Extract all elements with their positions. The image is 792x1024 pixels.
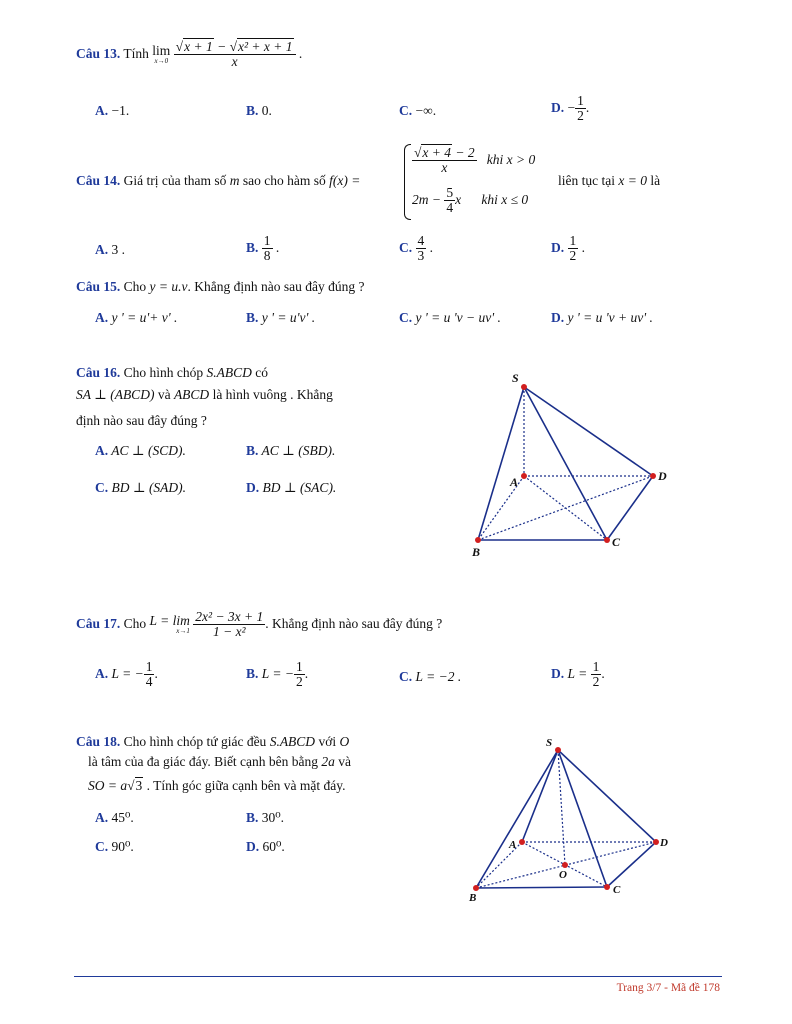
q16-label: Câu 16. <box>76 365 121 380</box>
frac-den: 4 <box>145 674 153 690</box>
point-s <box>521 384 527 390</box>
q15-option-b[interactable] <box>246 310 315 326</box>
q14-case2-post: x <box>455 191 462 207</box>
option-label: C. <box>399 239 413 255</box>
point-s <box>555 747 561 753</box>
q14-case2-pre: 2m − <box>412 191 441 207</box>
option-value: y ' = u 'v − uv' . <box>415 310 501 325</box>
point-b <box>475 537 481 543</box>
q14-case1-den: x <box>441 160 448 176</box>
option-fraction <box>416 234 427 263</box>
option-value: y ' = u 'v + uv' . <box>567 310 653 325</box>
option-fraction <box>568 234 579 263</box>
q16-option-b[interactable] <box>246 443 335 459</box>
option-label: B. <box>246 239 259 255</box>
option-pre: L = <box>567 665 588 681</box>
q16-line2c: ABCD <box>173 387 210 402</box>
q13-lim-sub: x→0 <box>154 56 169 65</box>
point-d <box>653 839 659 845</box>
q18-label: Câu 18. <box>76 734 121 749</box>
edge-sb <box>478 387 524 540</box>
q17-label: Câu 17. <box>76 615 121 631</box>
q13-lim: lim x→0 <box>152 43 171 65</box>
frac-den: 8 <box>263 248 271 264</box>
option-prefix: − <box>567 99 576 115</box>
option-label: B. <box>246 103 259 118</box>
option-label: C. <box>399 310 413 325</box>
option-value: BD ⊥ (SAC). <box>262 480 337 495</box>
page-footer: Trang 3/7 - Mã đề 178 <box>616 982 720 994</box>
q14-case1-num: x + 4 <box>422 145 452 160</box>
option-label: B. <box>246 810 259 825</box>
q14-case2 <box>412 186 528 215</box>
option-value: 3 . <box>111 242 125 257</box>
frac-num: 1 <box>592 659 600 674</box>
q14-case2-cond: khi x ≤ 0 <box>481 191 529 207</box>
q16-pyramid-figure <box>460 365 680 565</box>
q17-stem <box>76 610 442 639</box>
option-label: D. <box>246 839 260 854</box>
option-label: B. <box>246 665 259 681</box>
footer-divider <box>74 976 722 977</box>
q18-pyramid-figure <box>460 735 680 910</box>
q18-line3-text: . Tính góc giữa cạnh bên và mặt đáy. <box>146 778 346 793</box>
q14-case1-num-tail: − 2 <box>455 145 475 160</box>
q16-line2a: SA ⊥ (ABCD) <box>76 387 155 402</box>
frac-num: 1 <box>145 659 153 674</box>
q13-option-d[interactable]: D. − $\frac{1}{2}$ . <box>551 93 590 124</box>
q14-option-a[interactable] <box>95 242 125 258</box>
label-d: D <box>660 837 668 849</box>
frac-den: 2 <box>592 674 600 690</box>
option-label: B. <box>246 310 259 325</box>
option-value: −∞. <box>415 103 437 118</box>
option-fraction <box>144 660 155 689</box>
q13-stem: Câu 13. Tính lim x→0 $\frac{\text{√x + 1 − √x² + x + 1}}{x}$ . <box>76 39 303 70</box>
q18-option-c[interactable] <box>95 839 134 855</box>
label-b: B <box>469 892 477 904</box>
point-a <box>519 839 525 845</box>
label-a: A <box>509 839 517 851</box>
label-d: D <box>658 469 667 483</box>
q18-line2b: và <box>338 754 352 769</box>
option-label: A. <box>95 103 109 118</box>
option-fraction <box>262 234 273 263</box>
option-pre: L = − <box>261 665 294 681</box>
q13-option-c[interactable] <box>399 103 436 119</box>
q14-piecewise-brace <box>404 144 411 220</box>
frac-num: 1 <box>296 659 303 674</box>
point-c <box>604 537 610 543</box>
q15-text2: . Khẳng định nào sau đây đúng ? <box>187 279 365 294</box>
point-d <box>650 473 656 479</box>
edge-sd <box>558 750 656 842</box>
q14-case2-frac <box>444 186 455 215</box>
frac-den: 2 <box>296 674 303 690</box>
option-label: D. <box>246 480 260 495</box>
edge-sb <box>476 750 558 888</box>
q14-case1-frac: $\frac{√x + 4 - 2}{x}$ <box>414 145 475 176</box>
q18-pyramid: S.ABCD <box>269 734 316 749</box>
point-b <box>473 885 479 891</box>
option-label: D. <box>551 665 565 681</box>
edge-sc <box>524 387 607 540</box>
q17-text2: . Khẳng định nào sau đây đúng ? <box>265 615 443 631</box>
edge-bc <box>476 887 607 888</box>
q17-option-d[interactable]: D. L = $\frac{1}{2}$ . <box>551 659 605 690</box>
frac-den: 3 <box>417 248 425 264</box>
q18-line1b: với <box>318 734 337 749</box>
label-o: O <box>559 869 567 881</box>
label-s: S <box>546 737 553 749</box>
frac-num: 1 <box>577 93 584 108</box>
q16-line3: định nào sau đây đúng ? <box>76 413 207 428</box>
q18-so-rad: 3 <box>135 778 143 793</box>
q18-line2-text: là tâm của đa giác đáy. Biết cạnh bên bằng <box>88 754 319 769</box>
option-label: C. <box>95 839 109 854</box>
option-value: L = −2 . <box>415 669 462 684</box>
q14-param: m <box>229 173 240 188</box>
q14-text2: sao cho hàm số <box>242 173 326 188</box>
q15-option-d[interactable] <box>551 310 653 326</box>
label-c: C <box>613 884 621 896</box>
q17-option-a[interactable]: A. L = − $\frac{1}{4}$ . <box>95 659 158 690</box>
q18-line3: SO = a√3 . Tính góc giữa cạnh bên và mặt đáy. <box>88 778 346 793</box>
q16-option-c[interactable] <box>95 480 186 496</box>
q18-center: O <box>339 734 350 749</box>
q14-option-d[interactable]: D. $\frac{1}{2}$ . <box>551 233 585 264</box>
q16-line2 <box>76 387 333 403</box>
q14-label: Câu 14. <box>76 173 121 188</box>
q13-label: Câu 13. <box>76 45 121 61</box>
q18-edge: 2a <box>321 754 335 769</box>
frac-num: 1 <box>569 233 577 248</box>
q17-option-b[interactable]: B. L = − $\frac{1}{2}$ . <box>246 659 309 690</box>
point-a <box>521 473 527 479</box>
q13-den: x <box>231 54 238 70</box>
q18-option-a[interactable] <box>95 810 134 826</box>
option-value: AC ⊥ (SBD). <box>261 443 336 458</box>
q15-expr: y = u.v <box>149 279 188 294</box>
option-value: BD ⊥ (SAD). <box>111 480 187 495</box>
q16-line1-text: Cho hình chóp <box>123 365 204 380</box>
q18-line2 <box>88 754 351 770</box>
q16-option-a[interactable] <box>95 443 186 459</box>
q17-lim-sub: x→1 <box>176 626 190 635</box>
q15-option-c[interactable] <box>399 310 501 326</box>
option-label: A. <box>95 242 109 257</box>
q18-line1-text: Cho hình chóp tứ giác đều <box>123 734 267 749</box>
point-c <box>604 884 610 890</box>
q13-num-a: x + 1 <box>184 39 213 54</box>
q15-stem <box>76 279 364 295</box>
q14-case1 <box>412 146 535 175</box>
option-value: y ' = u'+ v' . <box>111 310 178 325</box>
q14-case2-num: 5 <box>446 185 454 200</box>
q16-line2d: là hình vuông . Khẳng <box>212 387 333 402</box>
edge-sd <box>524 387 653 476</box>
diag-bd <box>478 476 653 540</box>
label-c: C <box>612 535 621 549</box>
frac-num: 4 <box>417 233 425 248</box>
q16-pyramid: S.ABCD <box>206 365 252 380</box>
option-label: B. <box>246 443 259 458</box>
q18-option-d[interactable] <box>246 839 285 855</box>
q13-num-b: x² + x + 1 <box>237 39 293 54</box>
q14-tail: liên tục tại <box>558 173 615 188</box>
option-label: A. <box>95 310 109 325</box>
q13-fraction: $\frac{\text{√x + 1 − √x² + x + 1}}{x}$ <box>174 40 296 69</box>
label-s: S <box>512 371 519 385</box>
q14-option-b[interactable]: B. $\frac{1}{8}$ . <box>246 233 280 264</box>
q17-text: Cho <box>123 615 147 631</box>
frac-num: 1 <box>263 233 271 248</box>
frac-den: 2 <box>569 248 577 264</box>
q14-tail2: là <box>650 173 661 188</box>
option-value: y ' = u'v' . <box>261 310 316 325</box>
q13-option-b[interactable] <box>246 103 272 119</box>
q15-label: Câu 15. <box>76 279 121 294</box>
edge-cd <box>607 476 653 540</box>
option-label: D. <box>551 99 565 115</box>
q18-so-pre: SO = a <box>88 778 128 793</box>
label-b: B <box>472 545 481 559</box>
option-value: 30⁰. <box>261 810 285 825</box>
option-value: 45⁰. <box>111 810 134 825</box>
q18-option-b[interactable] <box>246 810 284 826</box>
option-label: C. <box>95 480 109 495</box>
option-fraction <box>575 94 586 123</box>
q14-text: Giá trị của tham số <box>123 173 227 188</box>
option-pre: L = − <box>111 665 144 681</box>
q13-option-a[interactable] <box>95 103 129 119</box>
option-label: D. <box>551 239 565 255</box>
q14-case1-cond: khi x > 0 <box>486 151 536 167</box>
frac-den: 2 <box>577 108 584 124</box>
q18-line1 <box>76 734 349 750</box>
q17-lim <box>150 614 190 635</box>
label-a: A <box>510 475 519 489</box>
option-label: C. <box>399 103 413 118</box>
edge-sa <box>522 750 558 842</box>
q17-option-c[interactable] <box>399 669 461 685</box>
q14-option-c[interactable]: C. $\frac{4}{3}$ . <box>399 233 433 264</box>
option-label: A. <box>95 665 109 681</box>
option-value: 0. <box>261 103 272 118</box>
option-label: A. <box>95 443 109 458</box>
q14-func: f(x) = <box>329 173 361 188</box>
q15-text: Cho <box>123 279 147 294</box>
q16-line1 <box>76 365 268 381</box>
q13-text: Tính <box>123 45 149 61</box>
q17-fraction <box>193 610 265 639</box>
q17-lhs: L = lim <box>149 613 190 629</box>
option-label: D. <box>551 310 565 325</box>
option-label: C. <box>399 669 413 684</box>
option-value: 60⁰. <box>262 839 285 854</box>
option-label: A. <box>95 810 109 825</box>
q14-stem-end <box>558 173 660 189</box>
option-fraction <box>591 660 602 689</box>
option-value: −1. <box>111 103 130 118</box>
q17-num: 2x² − 3x + 1 <box>195 609 264 624</box>
option-value: AC ⊥ (SCD). <box>111 443 186 458</box>
q15-option-a[interactable] <box>95 310 177 326</box>
q17-den: 1 − x² <box>212 624 246 640</box>
option-value: 90⁰. <box>111 839 134 854</box>
point-o <box>562 862 568 868</box>
q14-point: x = 0 <box>618 173 647 188</box>
q16-line1b: có <box>255 365 269 380</box>
option-fraction <box>294 660 305 689</box>
q14-stem-start <box>76 173 360 189</box>
q16-line2b: và <box>157 387 171 402</box>
q16-option-d[interactable] <box>246 480 336 496</box>
q14-case2-den: 4 <box>446 200 454 216</box>
